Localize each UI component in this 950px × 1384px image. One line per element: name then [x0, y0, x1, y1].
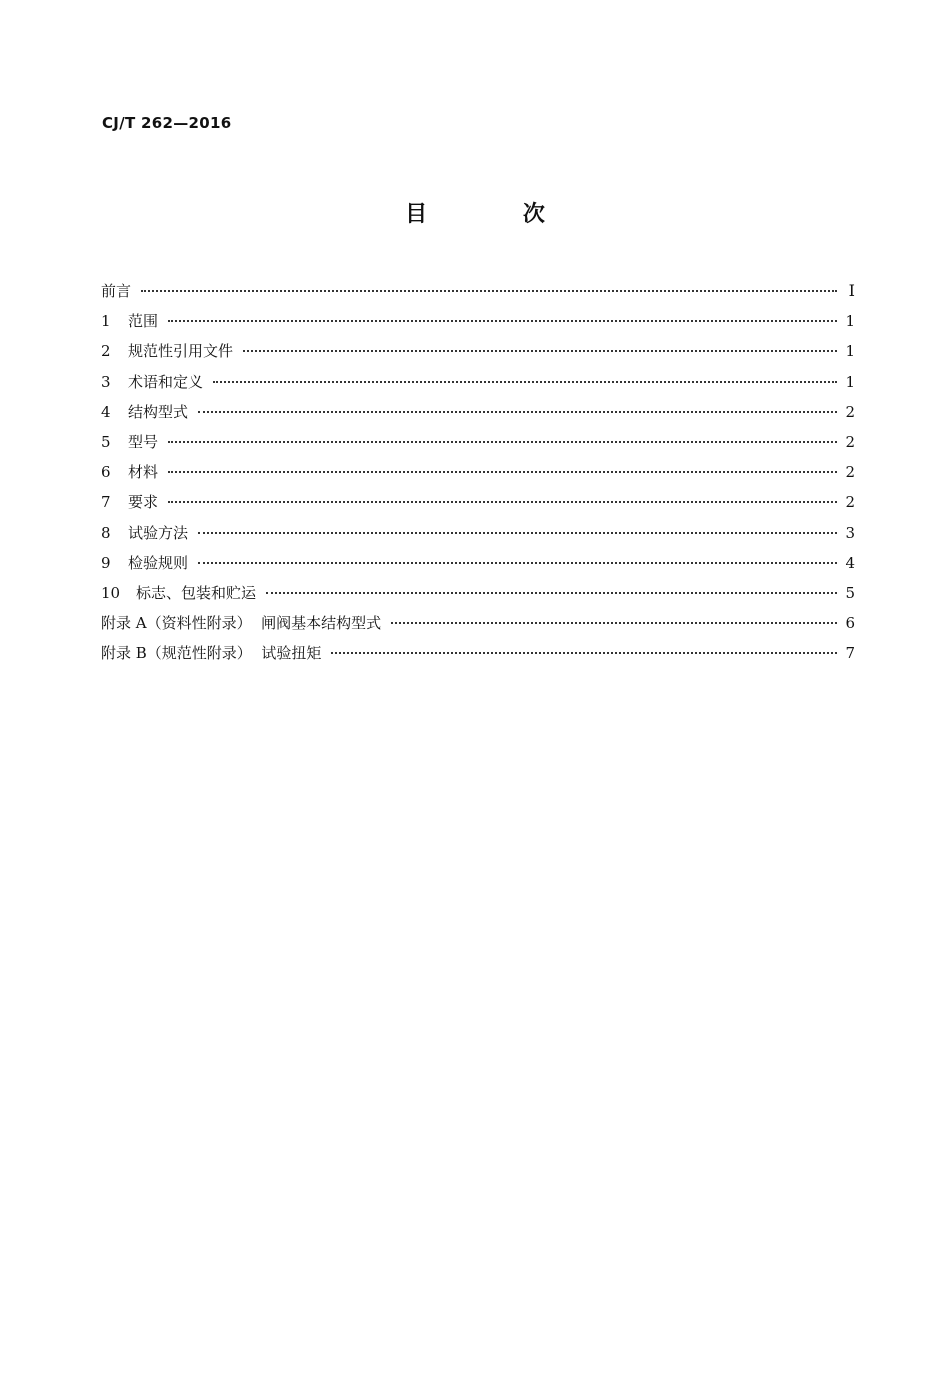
dot-leader: [168, 501, 837, 503]
toc-entry-page: 1: [845, 342, 855, 361]
toc-entry-number: 6: [101, 463, 111, 482]
dot-leader: [141, 290, 837, 292]
dot-leader: [198, 411, 837, 413]
toc-entry-label: 标志、包装和贮运: [136, 583, 257, 602]
toc-entry-structure-type[interactable]: [101, 401, 855, 431]
toc-entry-normative-references[interactable]: [101, 340, 855, 370]
toc-entry-foreword[interactable]: [101, 280, 855, 310]
toc-entry-marking-packaging[interactable]: [101, 582, 855, 612]
toc-entry-label: 要求: [128, 493, 159, 512]
toc-entry-label: 前言: [101, 282, 132, 300]
toc-entry-page: 2: [845, 402, 855, 421]
toc-entry-label: 范围: [128, 312, 159, 331]
dot-leader: [168, 441, 837, 443]
toc-entry-page: 2: [845, 463, 855, 482]
toc-entry-page: 4: [845, 553, 855, 572]
toc-entry-number: 9: [101, 553, 111, 572]
dot-leader: [168, 471, 837, 473]
dot-leader: [266, 592, 837, 594]
toc-entry-label: 术语和定义: [128, 372, 204, 391]
toc-entry-page: 2: [845, 493, 855, 512]
document-code: CJ/T 262—2016: [102, 114, 232, 132]
toc-entry-label: 材料: [128, 463, 159, 482]
dot-leader: [198, 532, 837, 534]
toc-entry-label: 检验规则: [128, 553, 189, 572]
toc-entry-page: 1: [845, 312, 855, 331]
toc-entry-label: 试验方法: [128, 523, 189, 542]
toc-entry-page: 7: [845, 644, 855, 663]
dot-leader: [213, 381, 837, 383]
toc-entry-number: 10: [101, 583, 121, 602]
toc-entry-inspection-rules[interactable]: [101, 552, 855, 582]
toc-entry-number: 3: [101, 372, 111, 391]
toc-entry-page: 5: [845, 583, 855, 602]
toc-entry-page: Ⅰ: [848, 281, 855, 300]
dot-leader: [331, 652, 837, 654]
dot-leader: [391, 622, 837, 624]
toc-entry-number: 5: [101, 432, 111, 451]
toc-title: 目 次: [405, 202, 589, 227]
dot-leader: [198, 562, 837, 564]
toc-entry-annex-b[interactable]: [101, 642, 855, 672]
dot-leader: [168, 320, 837, 322]
toc-entry-scope[interactable]: [101, 310, 855, 340]
toc-entry-number: 1: [101, 312, 111, 331]
toc-entry-number: 4: [101, 402, 111, 421]
toc-entry-label: 附录 B（规范性附录） 试验扭矩: [101, 644, 322, 663]
toc-entry-label: 规范性引用文件: [128, 342, 234, 361]
toc-entry-number: 7: [101, 493, 111, 512]
toc-entry-terms-definitions[interactable]: [101, 371, 855, 401]
dot-leader: [243, 350, 837, 352]
toc-entry-annex-a[interactable]: [101, 612, 855, 642]
toc-entry-number: 2: [101, 342, 111, 361]
toc-entry-label: 型号: [128, 432, 159, 451]
toc-entry-requirements[interactable]: [101, 491, 855, 521]
table-of-contents: [101, 280, 855, 672]
toc-entry-test-methods[interactable]: [101, 522, 855, 552]
toc-entry-page: 2: [845, 432, 855, 451]
toc-entry-label: 结构型式: [128, 402, 189, 421]
toc-entry-page: 6: [845, 614, 855, 633]
toc-entry-page: 3: [845, 523, 855, 542]
toc-entry-materials[interactable]: [101, 461, 855, 491]
toc-entry-page: 1: [845, 372, 855, 391]
toc-entry-label: 附录 A（资料性附录） 闸阀基本结构型式: [101, 614, 382, 633]
toc-entry-model[interactable]: [101, 431, 855, 461]
toc-entry-number: 8: [101, 523, 111, 542]
